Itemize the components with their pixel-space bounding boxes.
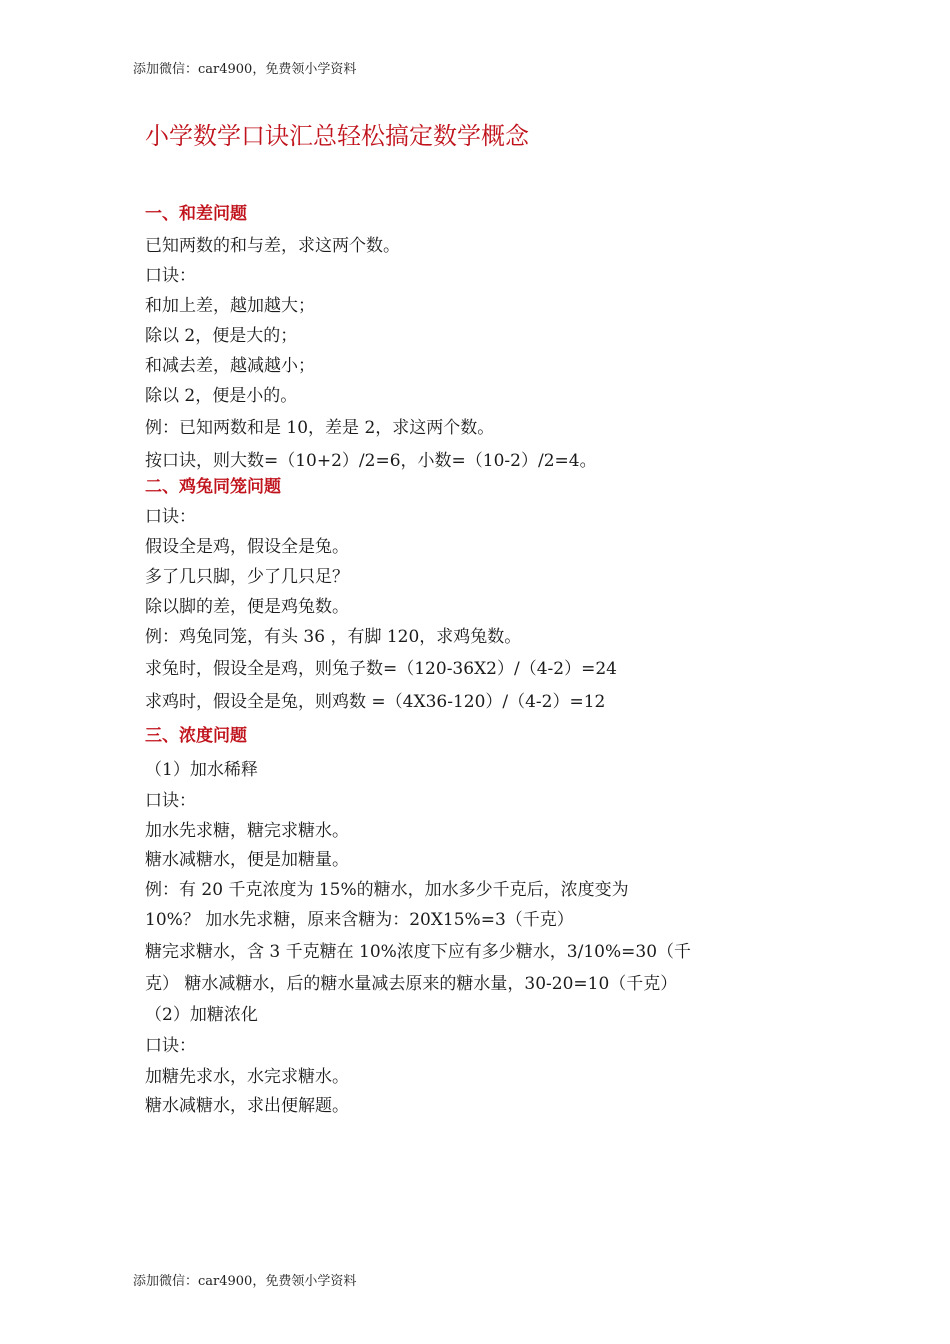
text-line: 和加上差，越加越大； xyxy=(145,296,315,316)
section-heading-3: 三、浓度问题 xyxy=(145,726,247,746)
text-line: 糖完求糖水，含 3 千克糖在 10%浓度下应有多少糖水，3/10%=30（千 xyxy=(145,942,692,962)
section-heading-2: 二、鸡兔同笼问题 xyxy=(145,477,281,497)
text-line: 加水先求糖，糖完求糖水。 xyxy=(145,821,349,841)
text-line: 口诀： xyxy=(145,1036,196,1056)
text-line: 糖水减糖水，便是加糖量。 xyxy=(145,850,349,870)
text-line: 除以 2，便是大的； xyxy=(145,326,298,346)
text-line: 口诀： xyxy=(145,507,196,527)
text-line: 和减去差，越减越小； xyxy=(145,356,315,376)
text-line: 例：鸡兔同笼，有头 36 ，有脚 120，求鸡兔数。 xyxy=(145,627,522,647)
watermark-bottom: 添加微信：car4900，免费领小学资料 xyxy=(133,1274,357,1289)
text-line: 假设全是鸡，假设全是兔。 xyxy=(145,537,349,557)
text-line: 除以 2，便是小的。 xyxy=(145,386,298,406)
text-line: 已知两数的和与差，求这两个数。 xyxy=(145,236,400,256)
text-line: 加糖先求水，水完求糖水。 xyxy=(145,1067,349,1087)
text-line: 求兔时，假设全是鸡，则兔子数=（120-36X2）/（4-2）=24 xyxy=(145,659,617,679)
text-line: 10%？ 加水先求糖，原来含糖为：20X15%=3（千克） xyxy=(145,910,574,930)
text-line: 口诀： xyxy=(145,791,196,811)
text-line: 除以脚的差，便是鸡兔数。 xyxy=(145,597,349,617)
page-title: 小学数学口诀汇总轻松搞定数学概念 xyxy=(145,122,529,150)
text-line: 糖水减糖水，求出便解题。 xyxy=(145,1096,349,1116)
text-line: 口诀： xyxy=(145,266,196,286)
text-line: （2）加糖浓化 xyxy=(145,1005,258,1025)
watermark-top: 添加微信：car4900，免费领小学资料 xyxy=(133,62,357,77)
text-line: 按口诀，则大数=（10+2）/2=6，小数=（10-2）/2=4。 xyxy=(145,451,597,471)
text-line: 例：已知两数和是 10，差是 2，求这两个数。 xyxy=(145,418,495,438)
text-line: 求鸡时，假设全是兔，则鸡数 =（4X36-120）/（4-2）=12 xyxy=(145,692,606,712)
section-heading-1: 一、和差问题 xyxy=(145,204,247,224)
text-line: 例：有 20 千克浓度为 15%的糖水，加水多少千克后，浓度变为 xyxy=(145,880,629,900)
text-line: 克） 糖水减糖水，后的糖水量减去原来的糖水量，30-20=10（千克） xyxy=(145,974,678,994)
text-line: 多了几只脚，少了几只足？ xyxy=(145,567,349,587)
text-line: （1）加水稀释 xyxy=(145,760,258,780)
